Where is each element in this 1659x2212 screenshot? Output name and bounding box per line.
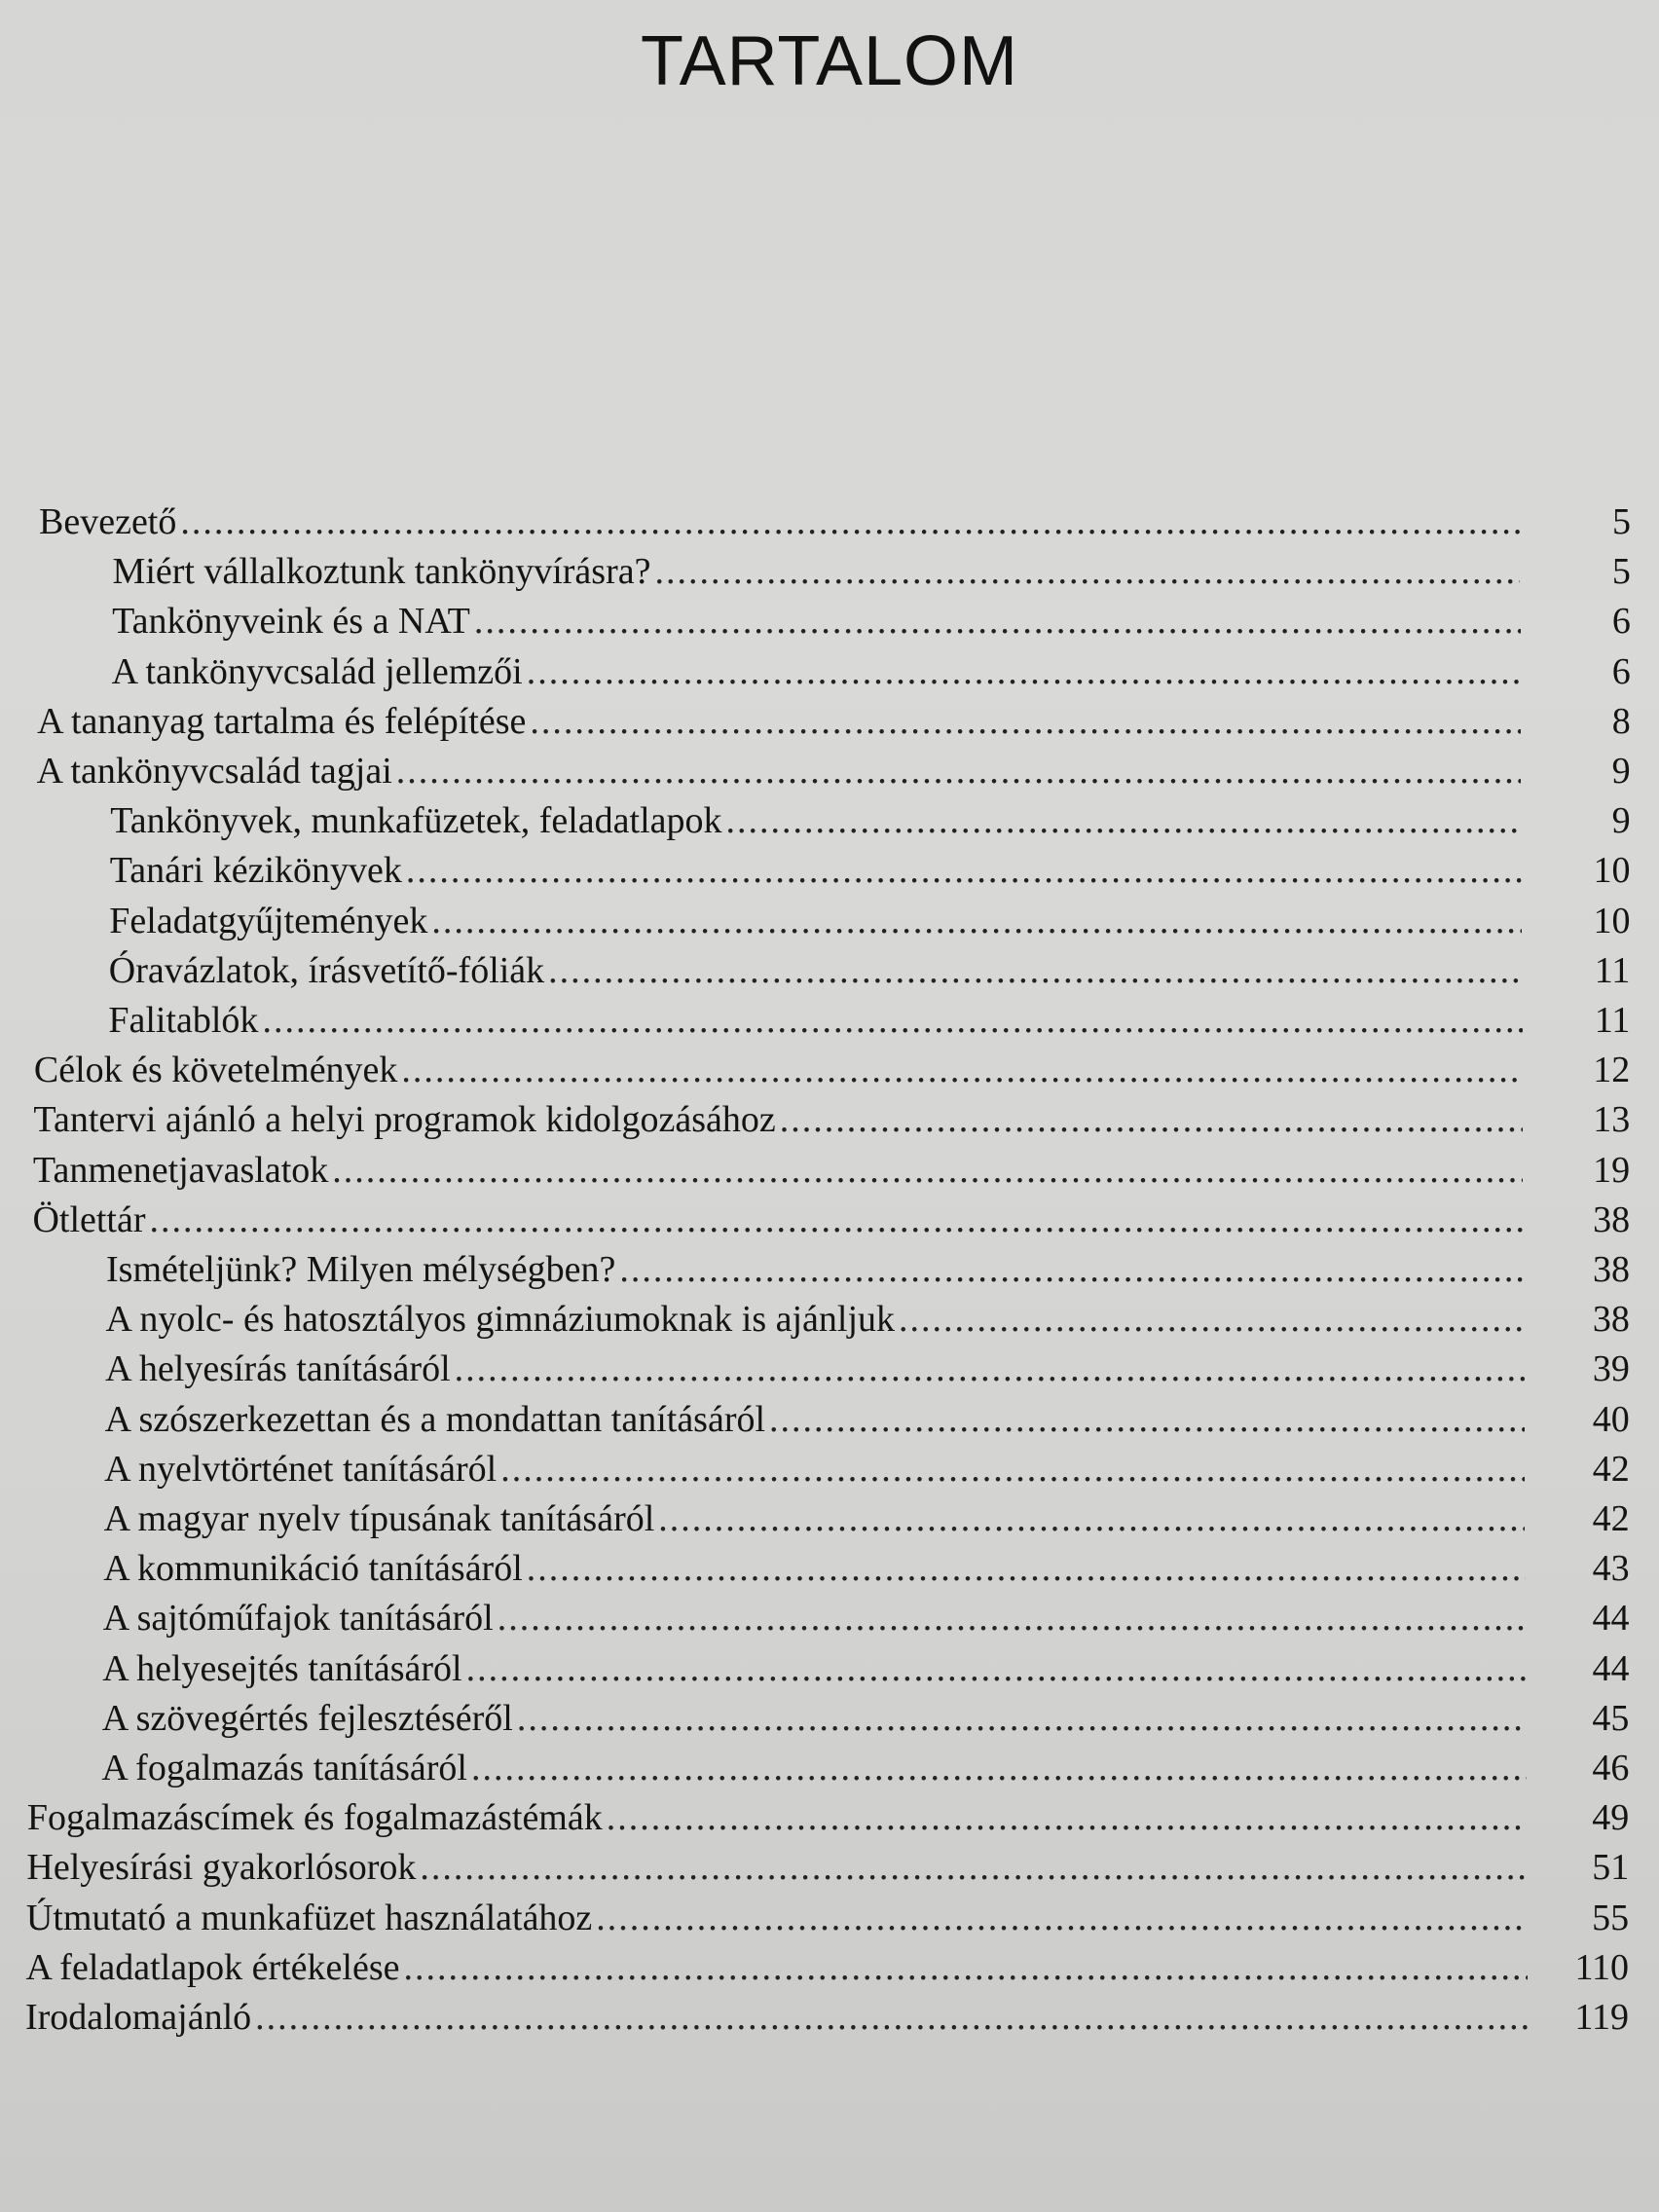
- toc-entry: [101, 1743, 1530, 1793]
- toc-entry-page-number: 110: [1574, 1946, 1630, 1988]
- dot-leader: [726, 795, 1522, 846]
- toc-entry-page-number: 38: [1593, 1249, 1630, 1290]
- toc-entry: [112, 596, 1524, 646]
- toc-entry-label: A nyolc- és hatosztályos gimnáziumoknak is ajánljuk: [105, 1299, 896, 1341]
- toc-entry: [25, 1942, 1530, 1993]
- toc-entry: [27, 1792, 1530, 1843]
- toc-entry-label: Helyesírási gyakorlósorok: [26, 1847, 417, 1889]
- toc-entry-page-number: 39: [1592, 1348, 1630, 1390]
- toc-entry-label: Célok és követelmények: [33, 1050, 398, 1091]
- dot-leader: [180, 497, 1520, 547]
- dot-leader: [527, 1543, 1526, 1594]
- dot-leader: [150, 1195, 1524, 1245]
- toc-entry-label: Feladatgyűjtemények: [109, 900, 428, 941]
- toc-entry: [105, 1394, 1529, 1445]
- toc-entry: [113, 546, 1525, 597]
- toc-entry: [106, 1294, 1529, 1345]
- toc-entry-page-number: 11: [1594, 949, 1631, 991]
- dot-leader: [431, 896, 1522, 946]
- toc-entry-page-number: 9: [1611, 751, 1631, 792]
- toc-entry-page-number: 49: [1592, 1797, 1630, 1839]
- toc-entry: [105, 1344, 1528, 1394]
- toc-entry: [34, 1045, 1527, 1095]
- toc-entry-page-number: 55: [1592, 1897, 1630, 1938]
- dot-leader: [654, 546, 1520, 597]
- toc-entry: [112, 646, 1525, 697]
- toc-entry: [104, 1444, 1529, 1494]
- toc-entry-page-number: 44: [1592, 1647, 1630, 1689]
- toc-entry: [33, 1094, 1527, 1145]
- dot-leader: [769, 1394, 1525, 1445]
- toc-entry-label: A tankönyvcsalád tagjai: [36, 751, 392, 792]
- dot-leader: [332, 1145, 1523, 1196]
- toc-entry-page-number: 11: [1594, 1000, 1631, 1041]
- toc-entry-page-number: 45: [1592, 1697, 1630, 1739]
- dot-leader: [500, 1444, 1525, 1494]
- toc-entry: [106, 1244, 1528, 1295]
- toc-entry-label: Irodalomajánló: [25, 1997, 252, 2038]
- toc-entry-page-number: 19: [1593, 1149, 1631, 1191]
- dot-leader: [396, 746, 1522, 796]
- toc-entry-label: Miért vállalkoztunk tankönyvírásra?: [112, 551, 651, 593]
- toc-entry-page-number: 46: [1592, 1748, 1630, 1788]
- toc-entry-label: A helyesejtés tanításáról: [102, 1647, 462, 1689]
- toc-entry: [26, 1893, 1531, 1943]
- toc-entry-label: Tantervi ajánló a helyi programok kidolgozásához: [33, 1099, 776, 1141]
- toc-entry: [102, 1693, 1530, 1744]
- toc-entry: [32, 1195, 1527, 1245]
- dot-leader: [619, 1244, 1524, 1295]
- toc-entry-page-number: 51: [1592, 1847, 1630, 1889]
- toc-entry-label: A helyesírás tanításáról: [105, 1348, 451, 1390]
- toc-entry-label: A tankönyvcsalád jellemzői: [111, 650, 523, 692]
- toc-entry-label: A tananyag tartalma és felépítése: [37, 700, 527, 742]
- toc-entry: [37, 746, 1526, 796]
- toc-entry-label: Falitablók: [108, 1000, 259, 1041]
- page-title: TARTALOM: [640, 22, 1019, 100]
- dot-leader: [530, 696, 1521, 747]
- toc-entry-label: Fogalmazáscímek és fogalmazástémák: [26, 1797, 603, 1839]
- dot-leader: [607, 1792, 1527, 1843]
- dot-leader: [899, 1294, 1524, 1345]
- dot-leader: [420, 1842, 1527, 1893]
- toc-entry-page-number: 6: [1611, 650, 1631, 692]
- toc-entry-page-number: 119: [1574, 1997, 1629, 2038]
- toc-entry-label: Tankönyveink és a NAT: [112, 601, 470, 643]
- dot-leader: [474, 596, 1521, 646]
- toc-entry-label: A sajtóműfajok tanításáról: [102, 1598, 494, 1640]
- toc-entry-page-number: 42: [1592, 1498, 1630, 1539]
- toc-entry-page-number: 6: [1611, 601, 1631, 643]
- toc-entry-page-number: 5: [1611, 551, 1631, 593]
- toc-entry-page-number: 12: [1593, 1050, 1631, 1091]
- toc-entry-page-number: 5: [1612, 501, 1631, 542]
- dot-leader: [658, 1493, 1525, 1544]
- toc-entry-label: Útmutató a munkafüzet használatához: [25, 1897, 593, 1938]
- toc-entry-label: A feladatlapok értékelése: [25, 1946, 400, 1988]
- toc-entry-label: Tanmenetjavaslatok: [32, 1149, 329, 1191]
- toc-entry: [109, 896, 1526, 946]
- dot-leader: [548, 945, 1522, 996]
- toc-entry-page-number: 44: [1592, 1598, 1630, 1640]
- dot-leader: [471, 1743, 1527, 1793]
- toc-entry: [108, 995, 1526, 1046]
- toc-entry: [103, 1593, 1530, 1643]
- toc-entry-page-number: 10: [1593, 900, 1631, 941]
- toc-entry-page-number: 13: [1593, 1099, 1631, 1141]
- toc-entry-page-number: 9: [1611, 800, 1631, 842]
- dot-leader: [255, 1992, 1528, 2043]
- dot-leader: [403, 1942, 1527, 1993]
- dot-leader: [455, 1344, 1525, 1394]
- toc-entry: [25, 1992, 1531, 2043]
- toc-entry: [103, 1543, 1529, 1594]
- toc-entry-page-number: 38: [1593, 1198, 1631, 1240]
- toc-entry: [109, 945, 1527, 996]
- dot-leader: [406, 845, 1522, 896]
- toc-entry: [102, 1643, 1530, 1694]
- toc-entry-label: A magyar nyelv típusának tanításáról: [103, 1498, 655, 1539]
- dot-leader: [780, 1094, 1523, 1145]
- toc-entry: [37, 696, 1525, 747]
- toc-entry-label: Óravázlatok, írásvetítő-fóliák: [108, 949, 545, 991]
- dot-leader: [466, 1643, 1527, 1694]
- toc-entry-page-number: 10: [1593, 850, 1631, 892]
- toc-entry-label: A szövegértés fejlesztéséről: [101, 1697, 513, 1739]
- toc-entry: [26, 1842, 1530, 1893]
- toc-entry-label: A szószerkezettan és a mondattan tanításáról: [104, 1398, 766, 1440]
- toc-entry-page-number: 40: [1592, 1398, 1630, 1440]
- toc-entry-page-number: 38: [1592, 1299, 1630, 1341]
- toc-entry-label: A nyelvtörténet tanításáról: [104, 1448, 498, 1490]
- toc-entry-page-number: 42: [1592, 1448, 1630, 1490]
- toc-entry-label: Tanári kézikönyvek: [109, 850, 402, 892]
- dot-leader: [498, 1593, 1526, 1643]
- toc-entry: [110, 795, 1525, 846]
- dot-leader: [517, 1693, 1527, 1744]
- toc-entry-page-number: 8: [1611, 700, 1631, 742]
- toc-entry-label: Ötlettár: [32, 1198, 146, 1240]
- toc-entry-label: Tankönyvek, munkafüzetek, feladatlapok: [110, 800, 722, 842]
- toc-entry-label: A kommunikáció tanításáról: [103, 1548, 523, 1590]
- dot-leader: [401, 1045, 1523, 1095]
- toc-entry: [104, 1493, 1530, 1544]
- toc-entry: [33, 1145, 1528, 1196]
- toc-entry-label: Bevezető: [39, 501, 177, 542]
- toc-entry-label: Ismételjünk? Milyen mélységben?: [106, 1249, 616, 1290]
- dot-leader: [527, 646, 1521, 697]
- toc-entry-page-number: 43: [1592, 1548, 1630, 1590]
- toc-entry: [39, 497, 1524, 547]
- toc-entry-label: A fogalmazás tanításáról: [101, 1748, 467, 1788]
- dot-leader: [596, 1893, 1527, 1943]
- toc-entry: [110, 845, 1526, 896]
- dot-leader: [262, 995, 1522, 1046]
